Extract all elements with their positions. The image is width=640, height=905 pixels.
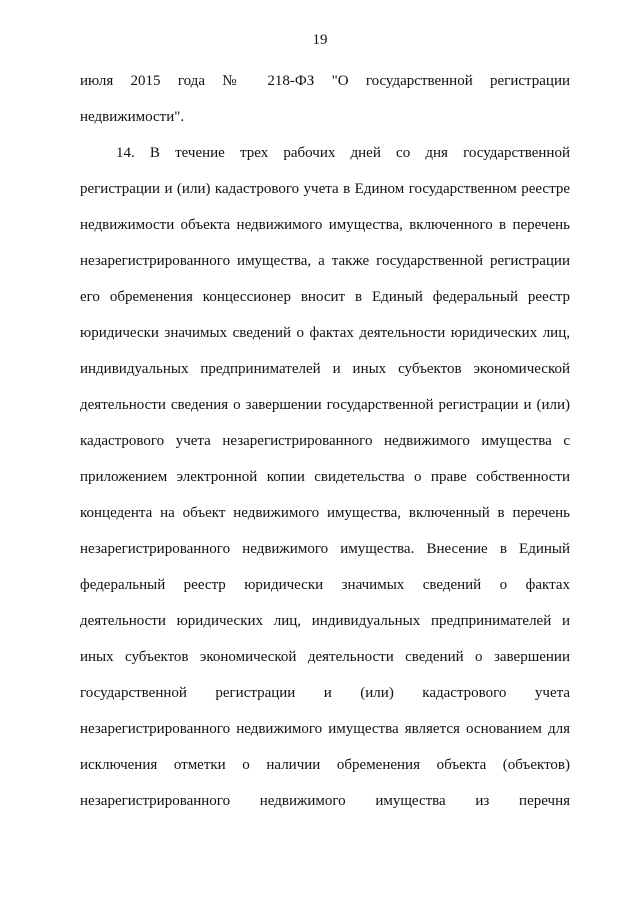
text-line: его обременения концессионер вносит в Единый федеральный реестр bbox=[80, 289, 570, 305]
text-line: июля 2015 года № 218-ФЗ "О государственной регистрации bbox=[80, 73, 570, 89]
text-line: недвижимости объекта недвижимого имущества, включенного в перечень bbox=[80, 217, 570, 233]
text-line: государственной регистрации и (или) кадастрового учета bbox=[80, 685, 570, 701]
text-line: иных субъектов экономической деятельности сведений о завершении bbox=[80, 649, 570, 665]
text-line: приложением электронной копии свидетельства о праве собственности bbox=[80, 469, 570, 485]
text-line: незарегистрированного недвижимого имущества из перечня bbox=[80, 793, 570, 809]
body-text bbox=[80, 63, 570, 819]
text-line: незарегистрированного недвижимого имущества является основанием для bbox=[80, 721, 570, 737]
text-line: федеральный реестр юридически значимых сведений о фактах bbox=[80, 577, 570, 593]
text-line: юридически значимых сведений о фактах деятельности юридических лиц, bbox=[80, 325, 570, 341]
text-line: деятельности сведения о завершении государственной регистрации и (или) bbox=[80, 397, 570, 413]
text-line: кадастрового учета незарегистрированного недвижимого имущества с bbox=[80, 433, 570, 449]
page-number: 19 bbox=[312, 32, 328, 48]
text-line: регистрации и (или) кадастрового учета в Едином государственном реестре bbox=[80, 181, 570, 197]
text-line: недвижимости". bbox=[80, 109, 185, 125]
text-line: исключения отметки о наличии обременения объекта (объектов) bbox=[80, 757, 570, 773]
text-line: деятельности юридических лиц, индивидуальных предпринимателей и bbox=[80, 613, 570, 629]
text-line: индивидуальных предпринимателей и иных субъектов экономической bbox=[80, 361, 570, 377]
text-line: незарегистрированного имущества, а также государственной регистрации bbox=[80, 253, 570, 269]
text-line: концедента на объект недвижимого имущества, включенный в перечень bbox=[80, 505, 570, 521]
text-line: 14. В течение трех рабочих дней со дня государственной bbox=[116, 145, 570, 161]
text-line: незарегистрированного недвижимого имущества. Внесение в Единый bbox=[80, 541, 570, 557]
